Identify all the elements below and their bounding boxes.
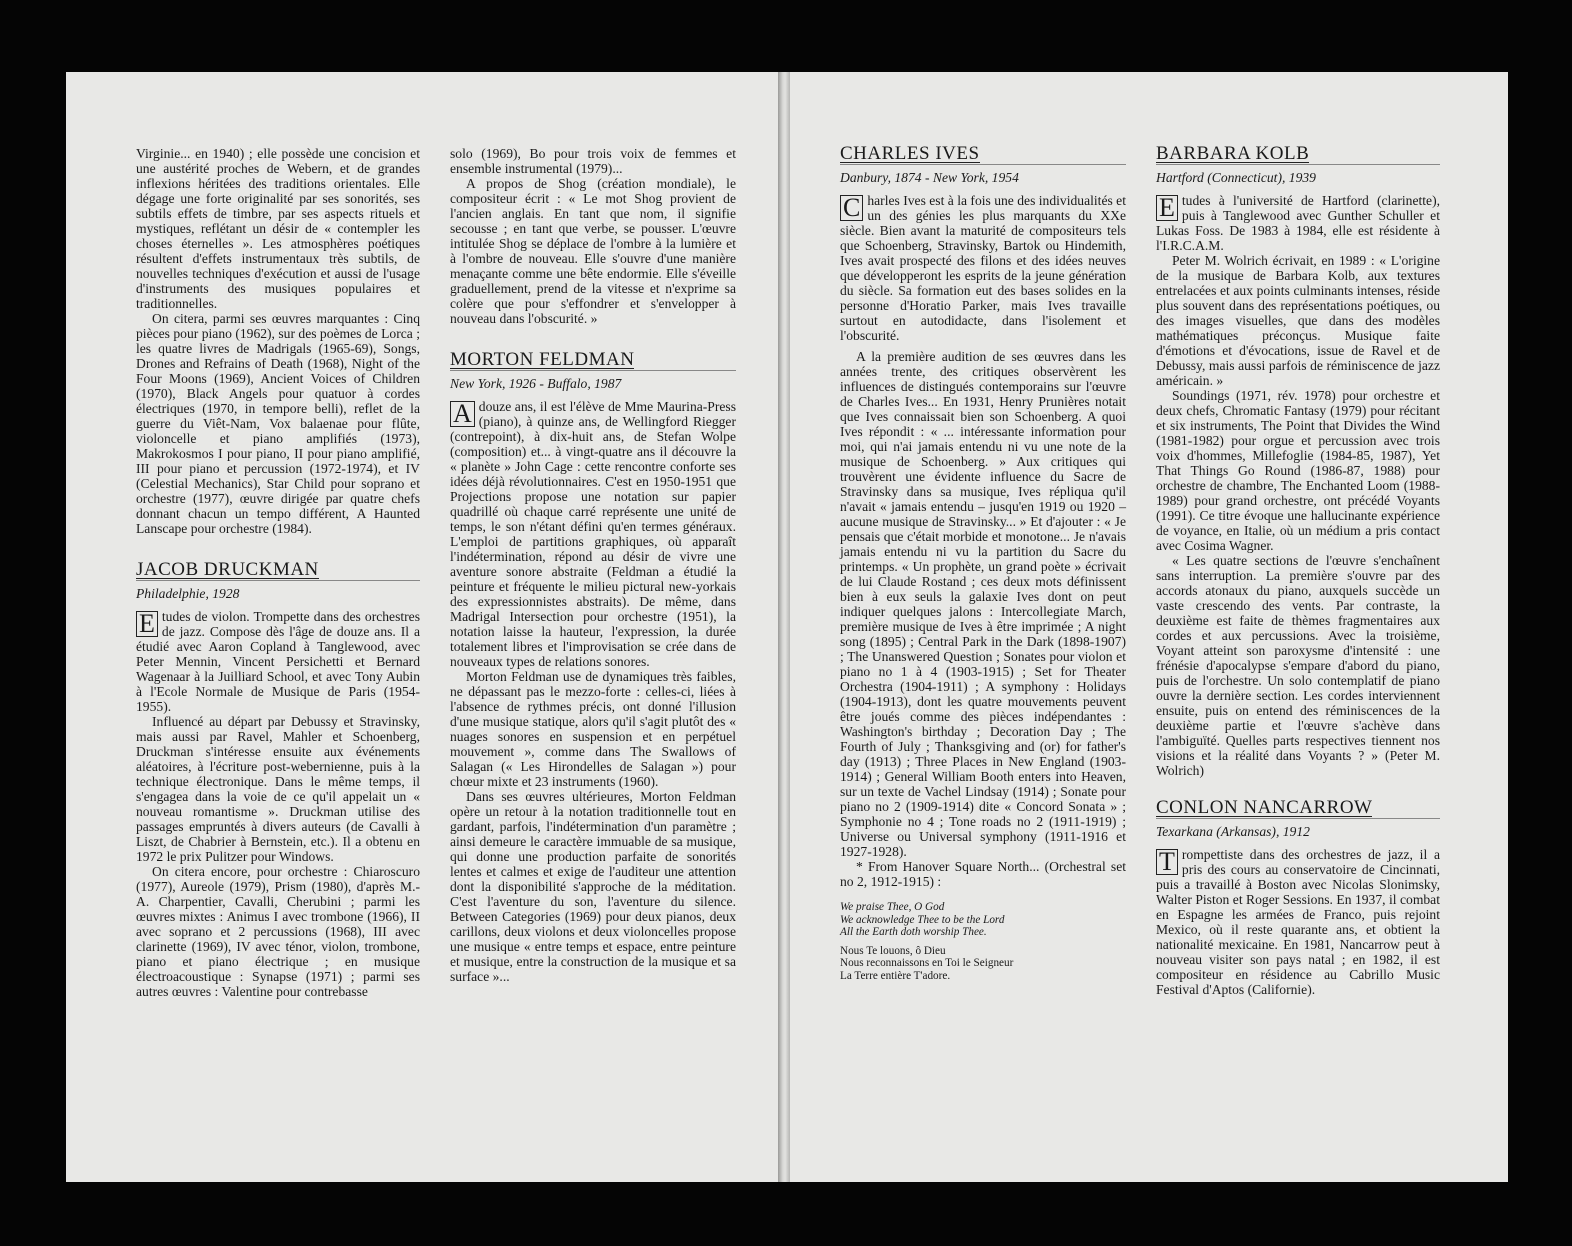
drop-cap: C [840, 195, 863, 221]
poem-line: La Terre entière T'adore. [840, 969, 951, 982]
paragraph: Soundings (1971, rév. 1978) pour orchestre et deux chefs, Chromatic Fantasy (1979) pour récitant et six instruments, The Point that Divides the Wind (1981-1982) pour orgue et percussion avec trois voix d'hommes, Millefoglie (1984-85, 1987), Yet That Things Go Round (1986-87, 1988) pour orchestre de chambre, The Enchanted Loom (1988-1989) pour grand orchestre, ont précédé Voyants (1991). Ce titre évoque une hallucinante expérience de voyance, en Italie, où un médium a pris contact avec Cosima Wagner. [1156, 388, 1440, 553]
poem-french [840, 945, 1126, 983]
footnote: * From Hanover Square North... (Orchestral set no 2, 1912-1915) : [840, 859, 1126, 889]
paragraph: On citera encore, pour orchestre : Chiaroscuro (1977), Aureole (1979), Prism (1980), d'après M.-A. Charpentier, Cavalli, Cherubini ; parmi les œuvres mixtes : Animus I avec trombone (1966), II avec soprano et 2 percussions (1968), III avec clarinette (1969), IV avec ténor, violon, trombone, piano et piano électrique ; en musique électroacoustique : Synapse (1971) ; parmi ses autres œuvres : Valentine pour contrebasse [136, 864, 420, 999]
section-subtitle: Texarkana (Arkansas), 1912 [1156, 824, 1310, 839]
paragraph: Peter M. Wolrich écrivait, en 1989 : « L'origine de la musique de Barbara Kolb, aux textures entrelacées et aux points culminants intenses, réside plus souvent dans des représentations poétiques, ou des images visuelles, que dans des modèles mathématiques préconçus. Musique faite d'émotions et d'évocations, issue de Ravel et de Debussy, mais aussi parfois de réminiscence de jazz américain. » [1156, 253, 1440, 388]
paragraph: On citera, parmi ses œuvres marquantes : Cinq pièces pour piano (1962), sur des poèmes de Lorca ; les quatre livres de Madrigals (1965-69), Songs, Drones and Refrains of Death (1968), Night of the Four Moons (1969), Ancient Voices of Children (1970), Black Angels pour quatuor à cordes électriques (1970, in tempore belli), reflet de la guerre du Viêt-Nam, Vox balaenae pour flûte, violoncelle et piano amplifiés (1973), Makrokosmos I pour piano, II pour piano amplifié, III pour piano et percussion (1972-1974), et IV (Celestial Mechanics), Star Child pour soprano et orchestre (1977), œuvre dirigée par quatre chefs donnant chacun un tempo différent, A Haunted Lanscape pour orchestre (1984). [136, 311, 420, 536]
section-subtitle: Hartford (Connecticut), 1939 [1156, 170, 1316, 185]
section-heading-wrap [450, 349, 736, 371]
poem-line: Nous reconnaissons en Toi le Seigneur [840, 957, 1014, 969]
drop-cap: E [136, 611, 158, 637]
drop-cap: A [450, 401, 475, 427]
drop-cap: E [1156, 195, 1178, 221]
section-heading-druckman: JACOB DRUCKMAN [136, 559, 319, 580]
paragraph: solo (1969), Bo pour trois voix de femmes et ensemble instrumental (1979)... [450, 146, 736, 176]
section-heading-ives: CHARLES IVES [840, 143, 980, 164]
poem-line: Nous Te louons, ô Dieu [840, 944, 946, 957]
paragraph: C harles Ives est à la fois une des individualités et un des génies les plus marquants du XXe siècle. Bien avant la maturité de compositeurs tels que Schoenberg, Stravinsky, Bartok ou Hindemith, Ives avait prospecté des filons et des idées neuves que développeront les esprits de la jeune génération du siècle. Sa formation eut des bases solides en la personne d'Horatio Parker, mais Ives travaille surtout en autodidacte, dans l'isolement et l'obscurité. [840, 193, 1126, 343]
paragraph: Dans ses œuvres ultérieures, Morton Feldman opère un retour à la notation traditionnelle tout en gardant, parfois, l'indétermination d'un paramètre ; ainsi demeure le caractère immuable de sa musique, qui donne une production parfaite de sonorités lentes et calmes et exige de l'auditeur une attention dont la disponibilité s'approche de la méditation. C'est l'aventure du son, l'aventure du silence. Between Categories (1969) pour deux pianos, deux carillons, deux violons et deux violoncelles propose une musique « entre temps et espace, entre peinture et musique, entre la construction de la musique et sa surface »... [450, 789, 736, 984]
paragraph: « Les quatre sections de l'œuvre s'enchaînent sans interruption. La première s'ouvre par des accords atonaux du piano, auxquels succède un vaste crescendo des vents. Par contraste, la deuxième est faite de thèmes fragmentaires aux cordes et aux percussions. Avec la troisième, Voyant atteint son paroxysme d'intensité : une frénésie d'apocalypse s'empare d'abord du piano, puis de l'orchestre. Un solo contemplatif de piano ouvre la dernière section. Les cordes interviennent ensuite, puis on entend des réminiscences de la deuxième partie et l'œuvre s'achève dans l'ambiguïté. Quelles parts respectives tiennent nos visions et la réalité dans Voyants ? » (Peter M. Wolrich) [1156, 553, 1440, 778]
paragraph: Influencé au départ par Debussy et Stravinsky, mais aussi par Ravel, Mahler et Schoenberg, Druckman s'intéresse ensuite aux événements aléatoires, à l'écriture post-webernienne, puis à la technique électronique. Dans le même temps, il s'engagea dans la voie de ce qu'il appelait un « nouveau romantisme ». Druckman utilise des passages empruntés à divers auteurs (de Cavalli à Liszt, de Chabrier à Bernstein, etc.). Il a obtenu en 1972 le prix Pulitzer pour Windows. [136, 714, 420, 864]
book-gutter [778, 72, 790, 1182]
section-subtitle: New York, 1926 - Buffalo, 1987 [450, 376, 622, 391]
section-heading-wrap [1156, 143, 1440, 165]
column-2 [450, 146, 736, 984]
paragraph: A propos de Shog (création mondiale), le compositeur écrit : « Le mot Shog provient de l'ancien anglais. En tant que nom, il signifie secousse ; en tant que verbe, se pousser. L'œuvre intitulée Shog se déplace de l'ombre à la lumière et à l'ombre de nouveau. Elle s'ouvre d'une manière menaçante comme une bête endormie. Elle s'éveille graduellement, prend de la vitesse et n'exprime sa colère que pour s'effondrer et s'envelopper à nouveau dans l'obscurité. » [450, 176, 736, 326]
column-4 [1156, 143, 1440, 997]
section-heading-wrap [840, 143, 1126, 165]
paragraph: E tudes de violon. Trompette dans des orchestres de jazz. Compose dès l'âge de douze ans. Il a étudié avec Aaron Copland à Tanglewood, avec Peter Mennin, Vincent Persichetti et Bernard Wagenaar à la Juilliard School, et avec Tony Aubin à l'Ecole Normale de Musique de Paris (1954-1955). [136, 609, 420, 714]
section-heading-nancarrow: CONLON NANCARROW [1156, 797, 1373, 818]
poem-line: All the Earth doth worship Thee. [840, 926, 987, 938]
section-heading-wrap [136, 559, 420, 581]
poem-line: We acknowledge Thee to be the Lord [840, 913, 1005, 926]
paragraph: Morton Feldman use de dynamiques très faibles, ne dépassant pas le mezzo-forte : celles-ci, liées à l'absence de rythmes précis, ont donné l'illusion d'une musique statique, alors qu'il s'agit plutôt des « nuages sonores en suspension et en perpétuel mouvement », comme dans The Swallows of Salagan (« Les Hirondelles de Salagan ») pour chœur mixte et 23 instruments (1960). [450, 669, 736, 789]
section-heading-kolb: BARBARA KOLB [1156, 143, 1310, 164]
paragraph: T rompettiste dans des orchestres de jazz, il a pris des cours au conservatoire de Cincinnati, puis a travaillé à Boston avec Nicolas Slonimsky, Walter Piston et Roger Sessions. En 1937, il combat en Espagne les armées de Franco, puis rejoint Mexico, où il reste quarante ans, et obtient la nationalité mexicaine. En 1981, Nancarrow peut à nouveau visiter son pays natal ; en 1982, il est compositeur en résidence au Cabrillo Music Festival d'Aptos (Californie). [1156, 847, 1440, 997]
paragraph: A la première audition de ses œuvres dans les années trente, des critiques observèrent les influences de distingués contemporains sur l'œuvre de Charles Ives... En 1931, Henry Prunières notait que Ives connaissait bien son Schoenberg. A quoi Ives répondit : « ... intéressante information pour moi, qui n'ai jamais entendu ni vu une note de la musique de Schoenberg. » Aux critiques qui trouvèrent une évidente influence du Sacre de Stravinsky dans sa musique, Ives répliqua qu'il n'avait « jamais entendu – jusqu'en 1919 ou 1920 – aucune musique de Stravinsky... » Et d'ajouter : « Je pensais que c'était morbide et monotone... Je n'avais jamais entendu ni vu la partition du Sacre du printemps. « Un prophète, un grand poète » écrivait de lui Claude Rostand ; ces deux mots définissent bien à eux seuls la galaxie Ives dont on peut indiquer quelques jalons : Intercollegiate March, première musique de Ives à être imprimée ; A night song (1895) ; Central Park in the Dark (1898-1907) ; The Unanswered Question ; Sonates pour violon et piano no 1 à 4 (1903-1915) ; Set for Theater Orchestra (1904-1911) ; A symphony : Holidays (1904-1913), dont les quatre mouvements peuvent être joués comme des pièces indépendantes : Washington's birthday ; Decoration Day ; The Fourth of July ; Thanksgiving and (or) for father's day (1913) ; Three Places in New England (1903-1914) ; General William Booth enters into Heaven, sur un texte de Vachel Lindsay (1914) ; Sonate pour piano no 2 (1909-1914) dite « Concord Sonata » ; Symphonie no 4 ; Tone roads no 2 (1911-1919) ; Universe ou Universal symphony (1911-1916 et 1927-1928). [840, 349, 1126, 859]
paragraph: E tudes à l'université de Hartford (clarinette), puis à Tanglewood avec Gunther Schuller et Lukas Foss. De 1983 à 1984, elle est résidente à l'I.R.C.A.M. [1156, 193, 1440, 253]
paragraph: A douze ans, il est l'élève de Mme Maurina-Press (piano), à quinze ans, de Wellingford Riegger (contrepoint), à dix-huit ans, de Stefan Wolpe (composition) et... à vingt-quatre ans il découvre la « planète » John Cage : cette rencontre conforte ses idées déjà révolutionnaires. C'est en 1950-1951 que Projections propose une notation sur papier quadrillé où chaque carré représente une unité de temps, le son n'étant défini qu'en termes généraux. L'emploi de partitions graphiques, où apparaît l'indétermination, répond au désir de vivre une aventure sonore abstraite (Feldman a étudié la peinture et fréquente le milieu pictural new-yorkais des expressionnistes abstraits). De même, dans Madrigal Intersection pour orchestre (1951), la notation laisse la hauteur, l'expression, la durée totalement libres et l'improvisation se crée dans de nouveaux types de relations sonores. [450, 399, 736, 669]
column-1 [136, 146, 420, 999]
section-subtitle: Danbury, 1874 - New York, 1954 [840, 170, 1019, 185]
section-heading-wrap [1156, 797, 1440, 819]
column-3 [840, 143, 1126, 988]
poem-english [840, 901, 1126, 939]
drop-cap: T [1156, 849, 1178, 875]
paragraph: Virginie... en 1940) ; elle possède une concision et une austérité proches de Webern, et de grandes inflexions héritées des traditions orientales. Elle dégage une forte originalité par ses sonorités, ses subtils effets de timbre, par ses aspects rituels et mystiques, reflétant un désir de « contempler les choses éternelles ». Les atmosphères poétiques résultent d'effets instrumentaux très subtils, de nouvelles techniques d'exécution et aussi de l'usage d'instruments des musiques populaires et traditionnelles. [136, 146, 420, 311]
section-subtitle: Philadelphie, 1928 [136, 586, 240, 601]
poem-line: We praise Thee, O God [840, 901, 945, 913]
section-heading-feldman: MORTON FELDMAN [450, 349, 635, 370]
